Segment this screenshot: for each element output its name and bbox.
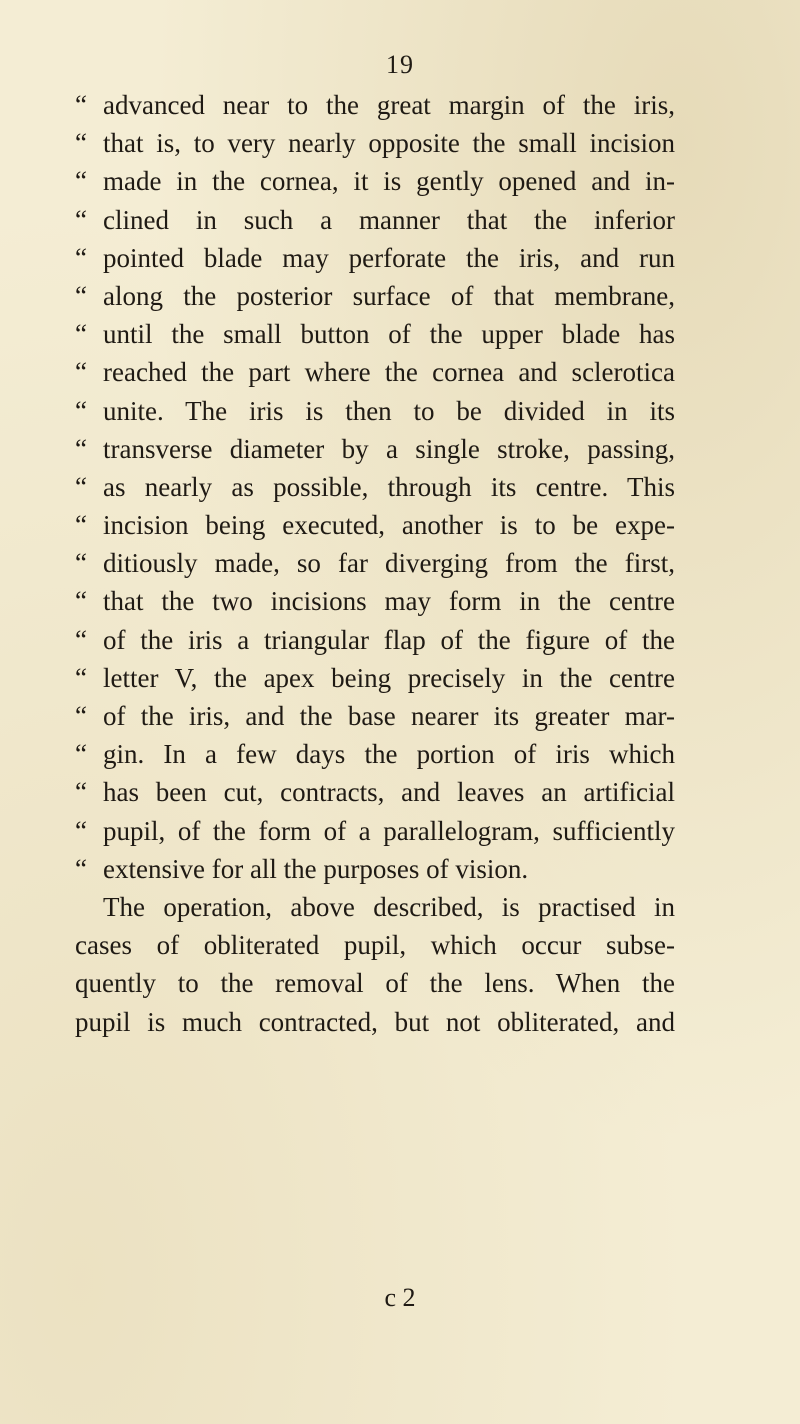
quoted-line xyxy=(75,773,675,811)
line-text: gin. In a few days the portion of iris which xyxy=(103,739,675,770)
paragraph-line: quently to the removal of the lens. When the xyxy=(75,968,675,999)
quoted-line xyxy=(75,392,675,430)
quote-mark: “ xyxy=(75,662,87,693)
quoted-line xyxy=(75,735,675,773)
line-text: made in the cornea, it is gently opened and in- xyxy=(103,166,675,197)
quote-mark: “ xyxy=(75,204,87,235)
quoted-line xyxy=(75,86,675,124)
quoted-line xyxy=(75,659,675,697)
line-text: letter V, the apex being precisely in the centre xyxy=(103,662,675,693)
quoted-line xyxy=(75,468,675,506)
quoted-line xyxy=(75,621,675,659)
page-number: 19 xyxy=(386,50,414,79)
quoted-line xyxy=(75,124,675,162)
paragraph-line: pupil is much contracted, but not obliterated, and xyxy=(75,1006,675,1037)
paragraph-line: cases of obliterated pupil, which occur subse- xyxy=(75,930,675,961)
quote-mark: “ xyxy=(75,624,87,655)
quoted-line xyxy=(75,201,675,239)
quote-mark: “ xyxy=(75,510,87,541)
quote-mark: “ xyxy=(75,357,87,388)
quoted-line xyxy=(75,162,675,200)
line-text: transverse diameter by a single stroke, passing, xyxy=(103,433,675,464)
line-text: extensive for all the purposes of vision. xyxy=(103,853,529,884)
line-text: advanced near to the great margin of the iris, xyxy=(103,90,675,120)
line-text: pointed blade may perforate the iris, and run xyxy=(103,242,675,273)
line-text: of the iris, and the base nearer its greater mar- xyxy=(103,701,675,731)
quote-mark: “ xyxy=(75,586,87,617)
quote-mark: “ xyxy=(75,90,87,120)
quote-mark: “ xyxy=(75,128,87,159)
quoted-line xyxy=(75,353,675,391)
quoted-line xyxy=(75,430,675,468)
line-text: until the small button of the upper blade has xyxy=(103,319,675,350)
signature-mark: c 2 xyxy=(384,1283,416,1312)
quoted-line xyxy=(75,582,675,620)
quote-mark: “ xyxy=(75,166,87,197)
line-text: clined in such a manner that the inferior xyxy=(103,204,675,235)
quote-mark: “ xyxy=(75,319,87,350)
quote-mark: “ xyxy=(75,548,87,579)
quote-mark: “ xyxy=(75,395,87,426)
line-text: reached the part where the cornea and sclerotica xyxy=(103,357,675,388)
quoted-line xyxy=(75,239,675,277)
line-text: ditiously made, so far diverging from the first, xyxy=(103,548,675,579)
quoted-line xyxy=(75,850,675,888)
line-text: unite. The iris is then to be divided in its xyxy=(103,395,675,426)
line-text: along the posterior surface of that membrane, xyxy=(103,280,675,311)
line-text: that the two incisions may form in the centre xyxy=(103,586,675,617)
line-text: as nearly as possible, through its centre. This xyxy=(103,471,675,502)
quoted-line xyxy=(75,506,675,544)
quote-mark: “ xyxy=(75,853,87,884)
quote-mark: “ xyxy=(75,815,87,846)
quote-mark: “ xyxy=(75,242,87,273)
quoted-line xyxy=(75,315,675,353)
quote-mark: “ xyxy=(75,471,87,502)
line-text: has been cut, contracts, and leaves an artificial xyxy=(103,777,675,808)
line-text: that is, to very nearly opposite the small incision xyxy=(103,128,675,159)
quote-mark: “ xyxy=(75,701,87,731)
quoted-line xyxy=(75,277,675,315)
line-text: pupil, of the form of a parallelogram, sufficiently xyxy=(103,815,675,846)
quoted-line xyxy=(75,697,675,735)
quote-mark: “ xyxy=(75,280,87,311)
quote-mark: “ xyxy=(75,433,87,464)
paragraph-line: The operation, above described, is practised in xyxy=(103,891,675,922)
line-text: of the iris a triangular flap of the figure of the xyxy=(103,624,675,655)
quote-mark: “ xyxy=(75,739,87,770)
quoted-line xyxy=(75,544,675,582)
quoted-line xyxy=(75,812,675,850)
quote-mark: “ xyxy=(75,777,87,808)
body-text xyxy=(75,86,675,1041)
line-text: incision being executed, another is to be expe- xyxy=(103,510,675,541)
